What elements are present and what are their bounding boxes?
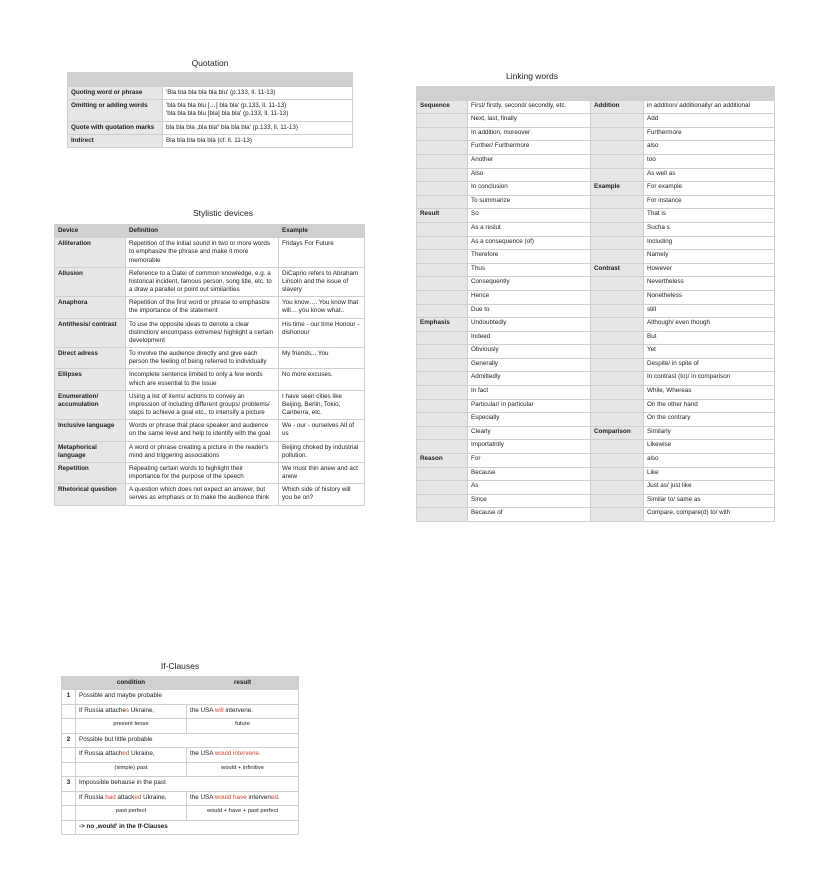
stylistic-title: Stylistic devices [193,208,253,218]
table-row: Consequently Nevertheless [417,277,775,291]
table-row: Result So That is [417,209,775,223]
table-row: Thus Contrast However [417,263,775,277]
table-row: In conclusion Example For example [417,182,775,196]
table-row: Direct adress To involve the audience directly and give each person the feeling of being referred to individually My friends,.. You [55,348,365,369]
table-row: In fact While, Whereas [417,386,775,400]
table-row: Metaphorical language A word or phrase creating a picture in the reader's mind and triggering associations Beijing choked by industrial pollution. [55,441,365,462]
table-row: Obviously Yet [417,345,775,359]
table-row: Particular/ in particular On the other hand [417,399,775,413]
table-row: Because Like [417,467,775,481]
linking-title: Linking words [506,71,558,81]
table-row: (simple) past would + infinitive [62,762,299,777]
table-row: Antithesis/ contrast To use the opposite ideas to denote a clear distinction/ encompass extremes/ highlight a certain development His time - our time Honour - dishonour [55,318,365,348]
table-row: Admittedly In contrast (to)/ in comparison [417,372,775,386]
table-row: Generally Despite/ in spite of [417,358,775,372]
table-row: -> no ‚would' in the If-Clauses [62,820,299,835]
linking-table [416,86,775,522]
quotation-table [67,72,353,148]
table-row: Anaphora Repetition of the first word or phrase to emphasize the importance of the statement You know…. You know that will… you know what.. [55,297,365,318]
table-row: Enumeration/ accumulation Using a list of items/ actions to convey an impression of including different groups/ problems/ steps to achieve a goal etc., to intensify a picture I have seen cities like Beijing, Berlin, Tokio, Canberra, etc. [55,390,365,420]
table-row: Inclusive language Words or phrase that place speaker and audience on the same level and help to identify with the goal We - our - ourselves All of us [55,420,365,441]
table-row: 2 Possible but little probable [62,733,299,748]
table-row: Reason For also [417,454,775,468]
table-row: Therefore Namely [417,250,775,264]
table-row: As Just as/ just like [417,481,775,495]
table-row: Clearly Comparison Similarly [417,426,775,440]
table-row: If Russia attached Ukraine, the USA would intervene. [62,748,299,763]
table-row: Allusion Reference to a Datei of common knowledge, e.g. a historical incident, famous person, song title, etc. to a draw a parallel or point out similarities DiCaprio refers to Abraham Lincoln and the issue of slavery [55,267,365,297]
table-row: Further/ Furthermore also [417,141,775,155]
table-row: 3 Impossible behause in the past [62,777,299,792]
table-row: Importatntly Likewise [417,440,775,454]
table-row: Hence Nonetheless [417,290,775,304]
table-row: If Russia attaches Ukraine, the USA will intervene. [62,704,299,719]
table-row: Because of Compare, compare(d) to/ with [417,508,775,522]
ifclauses-table: condition result 1 Possible and maybe probable If Russia attaches Ukraine, the USA will intervene. present tense future 2 Possible but little probable If Russia attached Ukraine, the USA would intervene. (simple) past would + infinitive 3 Impossible behause in the past If Russia had attacked Ukraine, the USA would have intervened. past perfect would + have + past perfect -> no ‚would' in the If-Clauses [61,676,299,835]
table-row: Indirect Bla bla bla bla bla (cf. ll. 11-13) [68,134,353,147]
table-row: In addition, moreover Furthermore [417,127,775,141]
quotation-title: Quotation [191,58,229,68]
table-row: Another too [417,154,775,168]
table-row: Alliteration Repetition of the initial sound in two or more words to emphasize the phrase and make it more memorable Fridays For Future [55,238,365,268]
table-row: Repetition Repeating certain words to highlight their importance for the purpose of the speech We must thin anew and act anew [55,462,365,483]
table-row: Ellipses Incomplete sentence limited to only a few words which are essential to the issue No more excuses. [55,369,365,390]
table-row: Sequence First/ firstly, second/ secondly, etc. Addition in addition/ additionally/ an additional [417,100,775,114]
ifclauses-title: If-Clauses [160,661,200,671]
table-row: Also As well as [417,168,775,182]
table-row: Indeed But [417,331,775,345]
table-row: past perfect would + have + past perfect [62,806,299,821]
table-row: Since Similar to/ same as [417,494,775,508]
table-row: Especially On the contrary [417,413,775,427]
table-row: Quoting word or phrase 'Bla bla bla bla bla blu' (p.133, ll. 11-13) [68,87,353,100]
table-row: As a reslut Sucha s [417,222,775,236]
table-row: As a consequence (of) Including [417,236,775,250]
table-row: Omitting or adding words 'bla bla bla blu […] bla bla' (p.133, ll. 11-13) 'bla bla bla blu [bla] bla bla' (p.133, ll. 11-13) [68,100,353,121]
table-row: Rhetorical question A question which does not expect an answer, but serves as emphasis or to make the audience think Which side of history will you be on? [55,484,365,505]
table-row: 1 Possible and maybe probable [62,690,299,705]
table-row: present tense future [62,719,299,734]
table-row: Quote with quotation marks bla bla bla „bla bla“ bla bla bla' (p.133, ll. 11-13) [68,121,353,134]
table-row: If Russia had attacked Ukraine, the USA would have intervened. [62,791,299,806]
stylistic-table: Device Definition Example Alliteration Repetition of the initial sound in two or more words to emphasize the phrase and make it more memorable Fridays For Future Allusion Reference to a Datei of common knowledge, e.g. a historical incident, famous person, song title, etc. to a draw a parallel or point out similarities DiCaprio refers to Abraham Lincoln and the issue of slavery Anaphora Repetition of the first word or phrase to emphasize the importance of the statement You know…. You know that will… you know what.. Antithesis/ contrast To use the opposite ideas to denote a clear distinction/ encompass extremes/ highlight a certain development His time - our time Honour - dishonour Direct adress To involve the audience directly and give each person the feeling of being referred to individually My friends,.. You Ellipses Incomplete sentence limited to only a few words which are essential to the issue No more excuses. Enumeration/ accumulation Using a list of items/ actions to convey an impression of including different groups/ problems/ steps to achieve a goal etc., to intensify a picture I have seen cities like Beijing, Berlin, Tokio, Canberra, etc. Inclusive language Words or phrase that place speaker and audience on the same level and help to identify with the goal We - our - ourselves All of us Metaphorical language A word or phrase creating a picture in the reader's mind and triggering associations Beijing choked by industrial pollution. Repetition Repeating certain words to highlight their importance for the purpose of the speech We must thin anew and act anew Rhetorical question A question which does not expect an answer, but serves as emphasis or to make the audience think Which side of history will you be on? [54,224,365,506]
table-row: Next, last, finally Add [417,114,775,128]
table-row: To summarize For instance [417,195,775,209]
table-row: Due to still [417,304,775,318]
table-row: Emphasis Undoubtedly Although/ even though [417,318,775,332]
